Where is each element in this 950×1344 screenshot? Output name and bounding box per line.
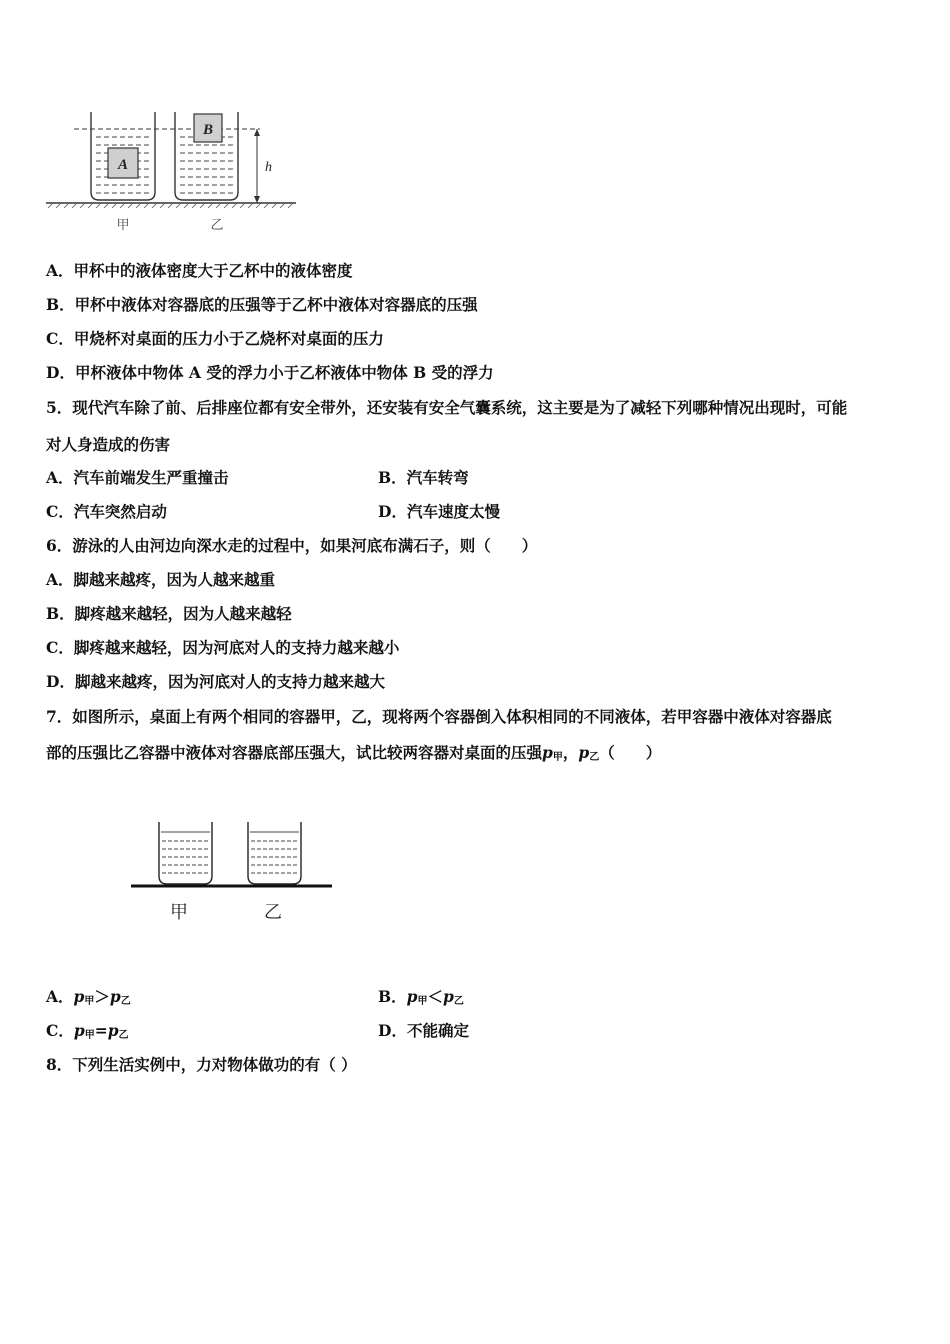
q5-stem-line2: 对人身造成的伤害 xyxy=(46,435,171,454)
q7-stem-line2: 部的压强比乙容器中液体对容器底部压强大，试比较两容器对桌面的压强$p_甲$，$p_乙$（ ） xyxy=(46,743,662,763)
svg-text:乙: 乙 xyxy=(264,902,282,923)
svg-text:B: B xyxy=(202,122,214,138)
svg-text:甲: 甲 xyxy=(116,218,130,233)
q4-option-a: A．甲杯中的液体密度大于乙杯中的液体密度 xyxy=(46,261,353,280)
q4-option-b: B．甲杯中液体对容器底的压强等于乙杯中液体对容器底的压强 xyxy=(46,295,478,314)
q4-option-c: C．甲烧杯对桌面的压力小于乙烧杯对桌面的压力 xyxy=(46,329,384,348)
svg-text:甲: 甲 xyxy=(170,902,188,923)
q6-option-c: C．脚疼越来越轻，因为河底对人的支持力越来越小 xyxy=(46,638,400,657)
q4-option-d: D．甲杯液体中物体 A 受的浮力小于乙杯液体中物体 B 受的浮力 xyxy=(46,363,494,382)
svg-text:A: A xyxy=(117,157,129,173)
q5-option-d: D．汽车速度太慢 xyxy=(378,502,500,521)
q5-option-b: B．汽车转弯 xyxy=(378,468,469,487)
q6-stem: 6．游泳的人由河边向深水走的过程中，如果河底布满石子，则（ ） xyxy=(46,536,538,555)
q6-option-a: A．脚越来越疼，因为人越来越重 xyxy=(46,570,276,589)
buoyancy-figure xyxy=(44,108,304,238)
q7-option-b: B．$p_甲<p_乙$ xyxy=(378,987,464,1007)
q5-option-c: C．汽车突然启动 xyxy=(46,502,167,521)
containers-figure xyxy=(128,818,348,928)
q6-option-d: D．脚越来越疼，因为河底对人的支持力越来越大 xyxy=(46,672,385,691)
q5-option-a: A．汽车前端发生严重撞击 xyxy=(46,468,229,487)
svg-text:h: h xyxy=(265,160,272,175)
q7-option-a: A．$p_甲>p_乙$ xyxy=(46,987,131,1007)
svg-text:乙: 乙 xyxy=(210,218,224,233)
q5-stem-line1: 5．现代汽车除了前、后排座位都有安全带外，还安装有安全气囊系统，这主要是为了减轻下列哪种情况出现时，可能 xyxy=(46,398,848,417)
q7-option-c: C．$p_甲=p_乙$ xyxy=(46,1021,129,1041)
q8-stem: 8．下列生活实例中，力对物体做功的有（ ） xyxy=(46,1055,357,1074)
q6-option-b: B．脚疼越来越轻，因为人越来越轻 xyxy=(46,604,292,623)
q7-stem-line1: 7．如图所示，桌面上有两个相同的容器甲，乙，现将两个容器倒入体积相同的不同液体，若甲容器中液体对容器底 xyxy=(46,707,832,726)
q7-option-d: D．不能确定 xyxy=(378,1021,469,1040)
